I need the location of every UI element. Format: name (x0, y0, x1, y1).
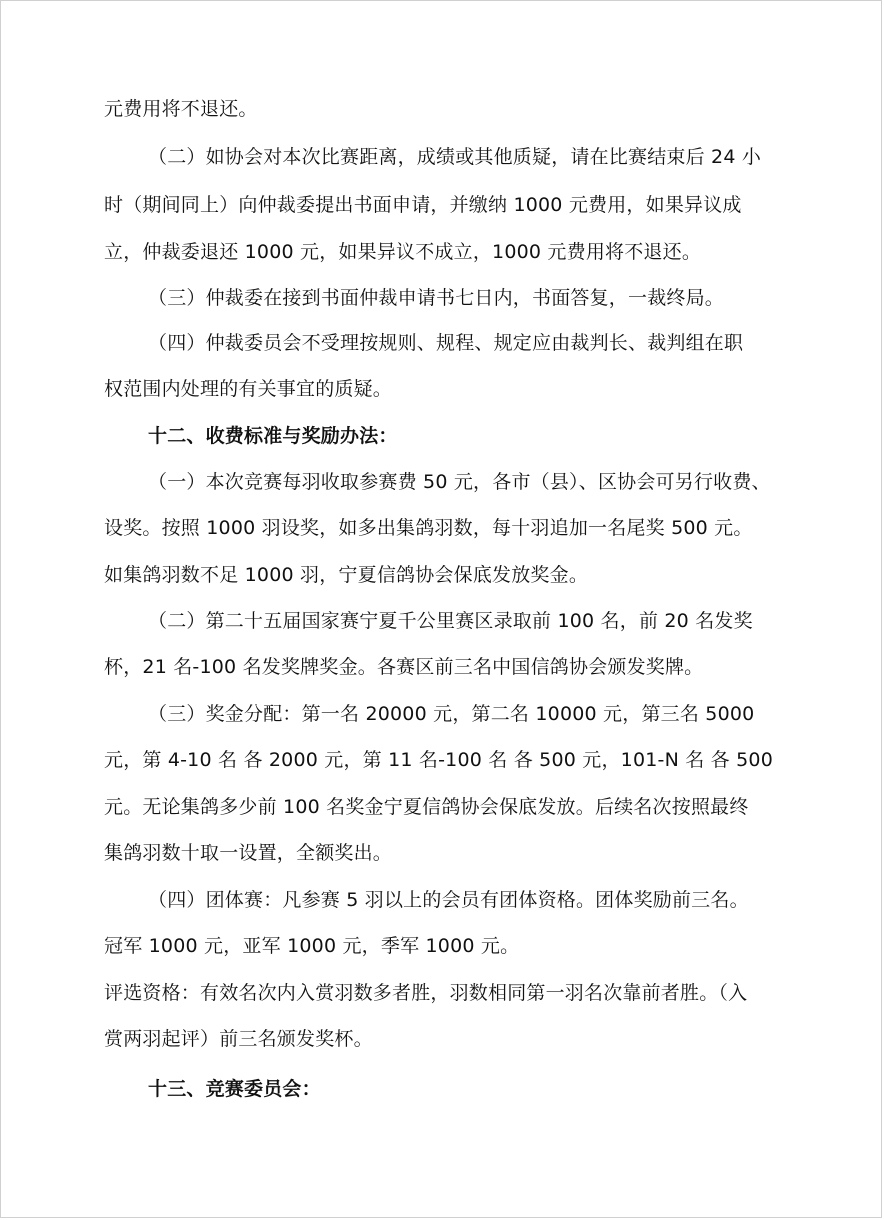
paragraph-line: 元。无论集鸽多少前 100 名奖金宁夏信鸽协会保底发放。后续名次按照最终 (104, 796, 749, 818)
paragraph-line: 时（期间同上）向仲裁委提出书面申请，并缴纳 1000 元费用，如果异议成 (104, 194, 742, 216)
paragraph-line: （三）仲裁委在接到书面仲裁申请书七日内，书面答复，一裁终局。 (148, 287, 725, 309)
paragraph-line: （二）第二十五届国家赛宁夏千公里赛区录取前 100 名，前 20 名发奖 (148, 610, 753, 632)
paragraph-line: 评选资格：有效名次内入赏羽数多者胜，羽数相同第一羽名次靠前者胜。（入 (104, 982, 748, 1004)
paragraph-line: 杯，21 名-100 名发奖牌奖金。各赛区前三名中国信鸽协会颁发奖牌。 (104, 656, 704, 678)
paragraph-line: （四）仲裁委员会不受理按规则、规程、规定应由裁判长、裁判组在职 (148, 332, 744, 354)
paragraph-line: 集鸽羽数十取一设置，全额奖出。 (104, 842, 393, 864)
paragraph-line: 立，仲裁委退还 1000 元，如果异议不成立，1000 元费用将不退还。 (104, 241, 702, 263)
paragraph-line: （二）如协会对本次比赛距离，成绩或其他质疑，请在比赛结束后 24 小 (148, 146, 762, 168)
paragraph-line: 元费用将不退还。 (104, 98, 258, 120)
section-heading: 十三、竞赛委员会： (148, 1078, 321, 1100)
paragraph-line: 设奖。按照 1000 羽设奖，如多出集鸽羽数，每十羽追加一名尾奖 500 元。 (104, 517, 753, 539)
paragraph-line: 冠军 1000 元，亚军 1000 元，季军 1000 元。 (104, 935, 520, 957)
paragraph-line: （四）团体赛：凡参赛 5 羽以上的会员有团体资格。团体奖励前三名。 (148, 889, 749, 911)
paragraph-line: 权范围内处理的有关事宜的质疑。 (104, 378, 393, 400)
section-heading: 十二、收费标准与奖励办法： (148, 425, 398, 447)
paragraph-line: 如集鸽羽数不足 1000 羽，宁夏信鸽协会保底发放奖金。 (104, 564, 589, 586)
paragraph-line: （三）奖金分配：第一名 20000 元，第二名 10000 元，第三名 5000 (148, 703, 755, 725)
paragraph-line: 元，第 4-10 名 各 2000 元，第 11 名-100 名 各 500 元，101-N 名 各 500 (104, 749, 773, 771)
paragraph-line: 赏两羽起评）前三名颁发奖杯。 (104, 1028, 373, 1050)
paragraph-line: （一）本次竞赛每羽收取参赛费 50 元，各市（县）、区协会可另行收费、 (148, 471, 771, 493)
